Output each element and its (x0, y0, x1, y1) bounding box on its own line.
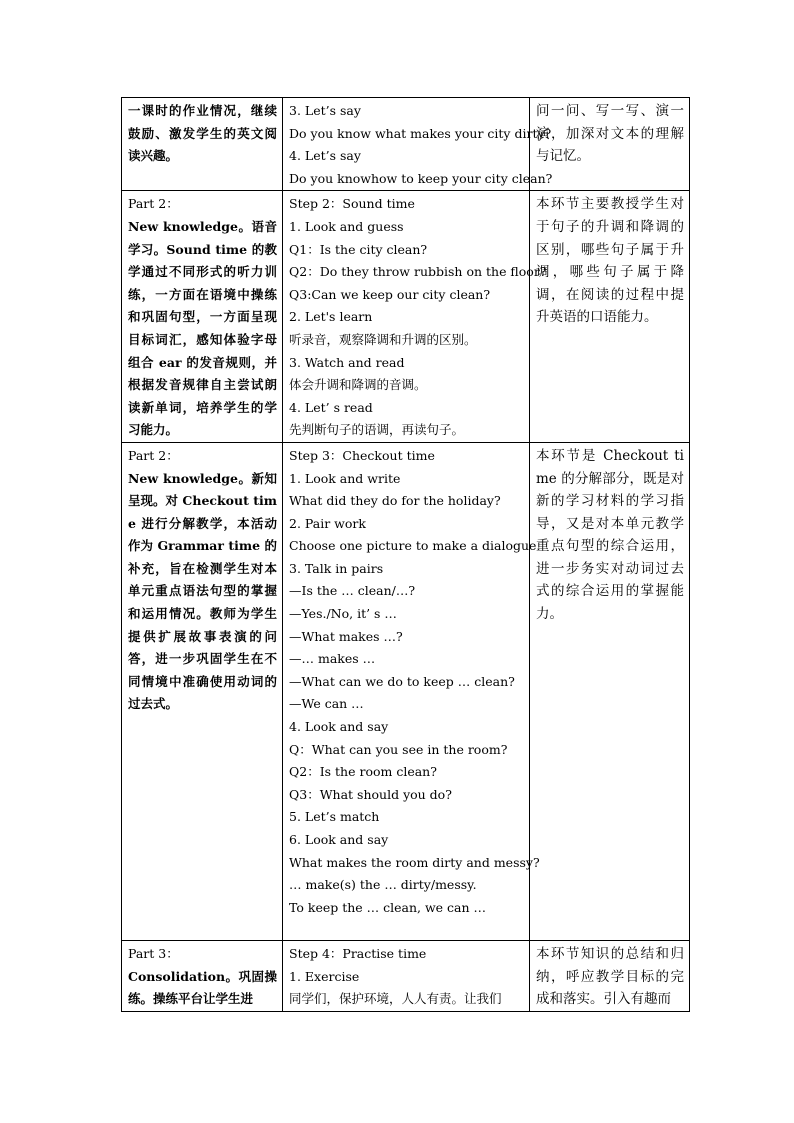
table-row (122, 98, 690, 191)
activity-line: Do you know what makes your city dirty? (289, 125, 552, 141)
activity-line: 1. Look and guess (289, 218, 404, 234)
part-label: Part 3： (128, 945, 179, 961)
activity-line: —Is the … clean/…? (289, 583, 416, 599)
activity-line: 4. Let’ s read (289, 399, 373, 415)
activity-line: Q2：Do they throw rubbish on the floor? (289, 264, 547, 280)
activity-line: Do you knowhow to keep your city clean? (289, 170, 553, 186)
purpose-cell (122, 98, 283, 191)
activity-cell (283, 98, 553, 191)
activity-line: 4. Let’s say (289, 148, 361, 164)
intent-cell (530, 940, 690, 1011)
activity-line: Q3:Can we keep our city clean? (289, 286, 491, 302)
part-label: Part 2： (128, 196, 179, 212)
activity-line: —Yes./No, it’ s … (289, 606, 397, 622)
activity-line: What makes the room dirty and messy? (289, 854, 540, 870)
purpose-text: Consolidation。巩固操练。操练平台让学生进 (128, 968, 277, 1007)
intent-text: 问一问、写一写、演一演，加深对文本的理解与记忆。 (536, 103, 684, 165)
activity-line: Step 4：Practise time (289, 945, 427, 961)
purpose-cell (122, 940, 283, 1011)
activity-line: 6. Look and say (289, 832, 389, 847)
activity-line: Step 2：Sound time (289, 196, 415, 212)
activity-line: —We can … (289, 696, 364, 712)
activity-line: 1. Look and write (289, 470, 401, 486)
activity-line: Choose one picture to make a dialogue. (289, 538, 541, 554)
activity-cell (283, 940, 530, 1011)
intent-text: 本环节是 Checkout time 的分解部分，既是对新的学习材料的学习指导，又是对本单元教学重点句型的综合运用，进一步务实对动词过去式的综合运用的掌握能力。 (536, 447, 684, 623)
activity-line: … make(s) the … dirty/messy. (289, 877, 477, 893)
activity-line: 体会升调和降调的音调。 (289, 377, 427, 393)
activity-line: —… makes … (289, 651, 376, 667)
part-label: Part 2： (128, 447, 179, 463)
activity-line: 2. Pair work (289, 515, 366, 531)
activity-cell (283, 442, 541, 940)
table-row (122, 191, 690, 443)
purpose-cell (122, 442, 283, 940)
intent-cell (530, 191, 690, 443)
purpose-text: 一课时的作业情况，继续鼓励、激发学生的英文阅读兴趣。 (128, 103, 277, 164)
intent-text: 本环节知识的总结和归纳，呼应教学目标的完成和落实。引入有趣而 (536, 945, 684, 1008)
activity-cell (283, 191, 547, 443)
activity-line: 4. Look and say (289, 719, 389, 735)
intent-text: 本环节主要教授学生对于句子的升调和降调的区别，哪些句子属于升调，哪些句子属于降调，在阅读的过程中提升英语的口语能力。 (536, 196, 684, 326)
activity-line: 先判断句子的语调，再读句子。 (289, 422, 465, 438)
purpose-cell (122, 191, 283, 443)
purpose-text: New knowledge。新知呈现。对 Checkout time 进行分解教学，本活动作为 Grammar time 的补充，旨在检测学生对本单元重点语法句型的掌握和运用情况。教师为学生提供扩展故事表演的问答，进一步巩固学生在不同情境中准确使用动词的过去式。 (128, 470, 277, 712)
table-row (122, 940, 690, 1011)
activity-line: 3. Let’s say (289, 103, 361, 118)
table-row (122, 442, 690, 940)
activity-line: 同学们，保护环境，人人有责。让我们 (289, 991, 502, 1007)
activity-line: 听录音，观察降调和升调的区别。 (289, 331, 477, 347)
activity-line: —What can we do to keep … clean? (289, 673, 515, 689)
activity-line: 3. Talk in pairs (289, 560, 384, 576)
activity-line: Q2：Is the room clean? (289, 764, 437, 780)
activity-line: 1. Exercise (289, 968, 360, 984)
activity-line: Step 3：Checkout time (289, 447, 435, 463)
activity-line: —What makes …? (289, 628, 403, 644)
activity-line: Q3：What should you do? (289, 786, 452, 802)
activity-line: What did they do for the holiday? (289, 493, 501, 509)
intent-cell (530, 98, 690, 191)
activity-line: 2. Let's learn (289, 309, 373, 325)
lesson-plan-table (121, 97, 690, 1012)
activity-line: 5. Let’s match (289, 809, 380, 825)
activity-line: To keep the … clean, we can … (289, 899, 487, 915)
intent-cell (530, 442, 690, 940)
activity-line: 3. Watch and read (289, 354, 405, 370)
activity-line: Q1：Is the city clean? (289, 241, 428, 257)
activity-line: Q：What can you see in the room? (289, 741, 508, 757)
purpose-text: New knowledge。语音学习。Sound time 的教学通过不同形式的听力训练，一方面在语境中操练和巩固句型，一方面呈现目标词汇，感知体验字母组合 ear 的发音规则，并根据发音规律自主尝试朗读新单词，培养学生的学习能力。 (128, 218, 277, 438)
